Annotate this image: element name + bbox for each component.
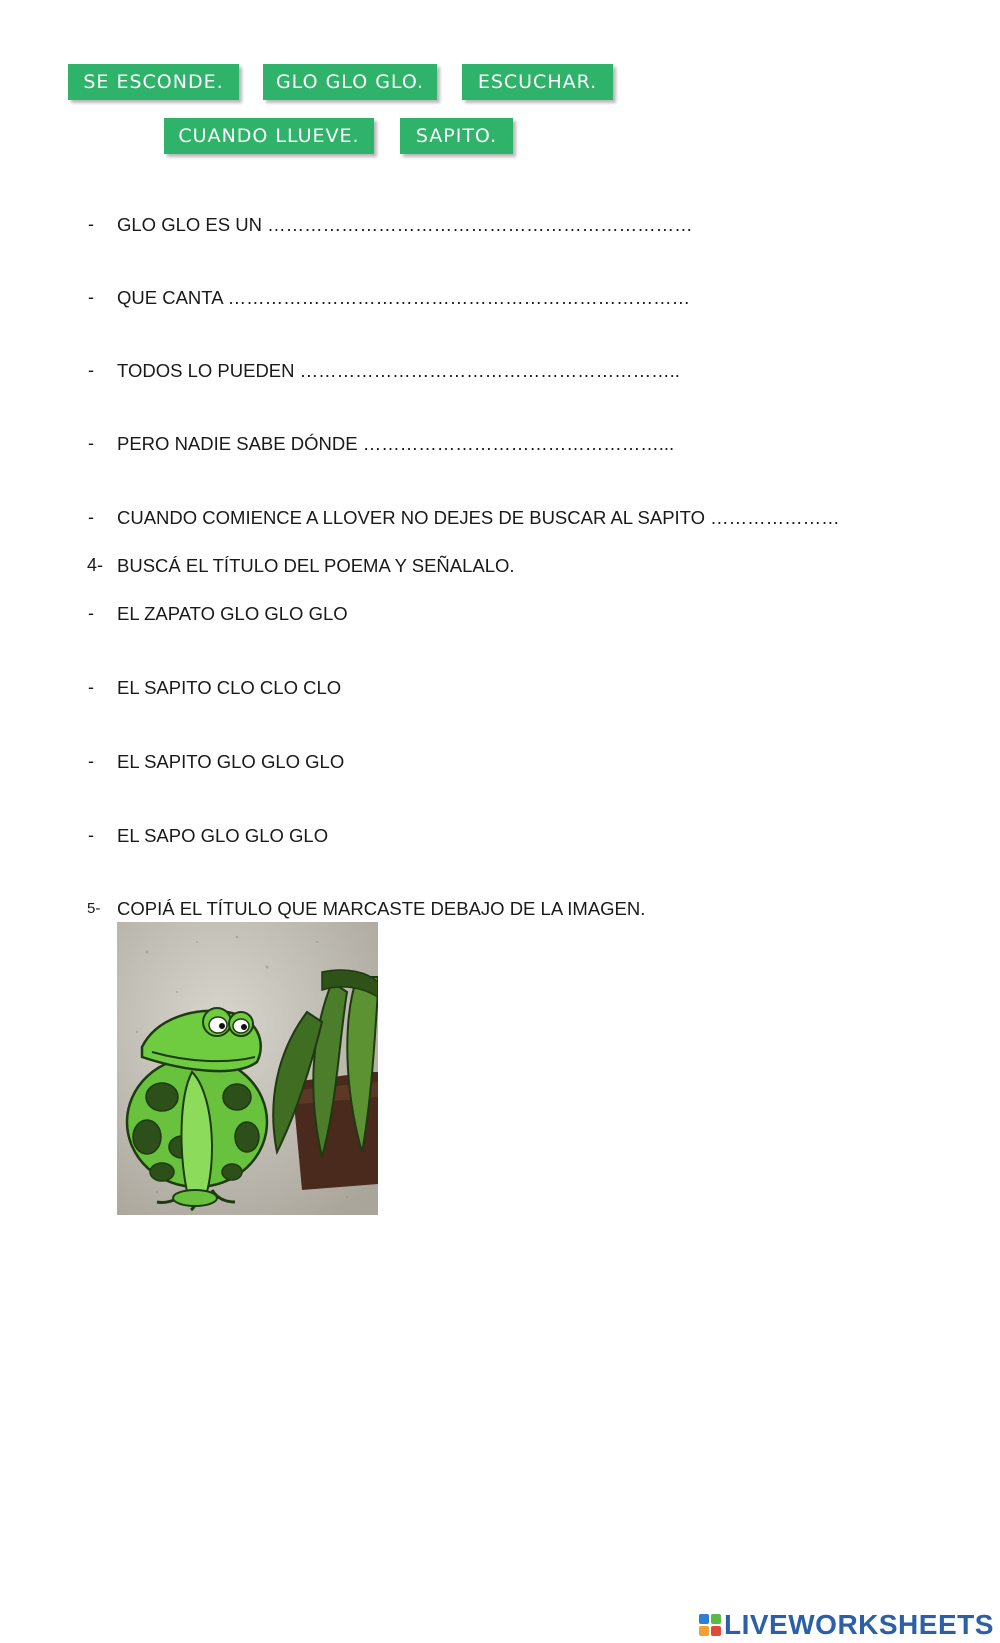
bullet-dash: - [88, 825, 94, 845]
liveworksheets-logo [698, 1610, 994, 1640]
bullet-dash: - [88, 507, 94, 527]
title-option-text[interactable]: EL SAPITO CLO CLO CLO [117, 677, 342, 698]
question-text: COPIÁ EL TÍTULO QUE MARCASTE DEBAJO DE LA IMAGEN. [117, 898, 646, 919]
fill-item-text[interactable]: TODOS LO PUEDEN …………………………………………………….. [117, 360, 680, 381]
title-option-text[interactable]: EL ZAPATO GLO GLO GLO [117, 603, 348, 624]
liveworksheets-icon [698, 1613, 722, 1637]
bullet-dash: - [88, 214, 94, 234]
question-text: BUSCÁ EL TÍTULO DEL POEMA Y SEÑALALO. [117, 555, 515, 576]
fill-item-text[interactable]: CUANDO COMIENCE A LLOVER NO DEJES DE BUSCAR AL SAPITO ………………… [117, 507, 840, 528]
question-number: 4- [87, 555, 104, 575]
word-chip-cuando-llueve[interactable]: CUANDO LLUEVE. [164, 118, 374, 154]
fill-item-text[interactable]: PERO NADIE SABE DÓNDE …………………………………………... [117, 433, 675, 454]
fill-item-text[interactable]: QUE CANTA ………………………………………………………………… [117, 287, 691, 308]
word-chip-se-esconde[interactable]: SE ESCONDE. [68, 64, 239, 100]
bullet-dash: - [88, 287, 94, 307]
bullet-dash: - [88, 360, 94, 380]
bullet-dash: - [88, 751, 94, 771]
title-option-text[interactable]: EL SAPO GLO GLO GLO [117, 825, 329, 846]
frog-illustration [117, 922, 378, 1215]
word-chip-glo-glo-glo[interactable]: GLO GLO GLO. [263, 64, 437, 100]
fill-item-text[interactable]: GLO GLO ES UN …………………………………………………………… [117, 214, 693, 235]
brand-name: LIVEWORKSHEETS [724, 1609, 994, 1640]
bullet-dash: - [88, 433, 94, 453]
question-number: 5- [87, 900, 101, 917]
frog-icon [117, 922, 378, 1215]
bullet-dash: - [88, 603, 94, 623]
word-chip-escuchar[interactable]: ESCUCHAR. [462, 64, 613, 100]
bullet-dash: - [88, 677, 94, 697]
word-chip-sapito[interactable]: SAPITO. [400, 118, 513, 154]
title-option-text[interactable]: EL SAPITO GLO GLO GLO [117, 751, 345, 772]
